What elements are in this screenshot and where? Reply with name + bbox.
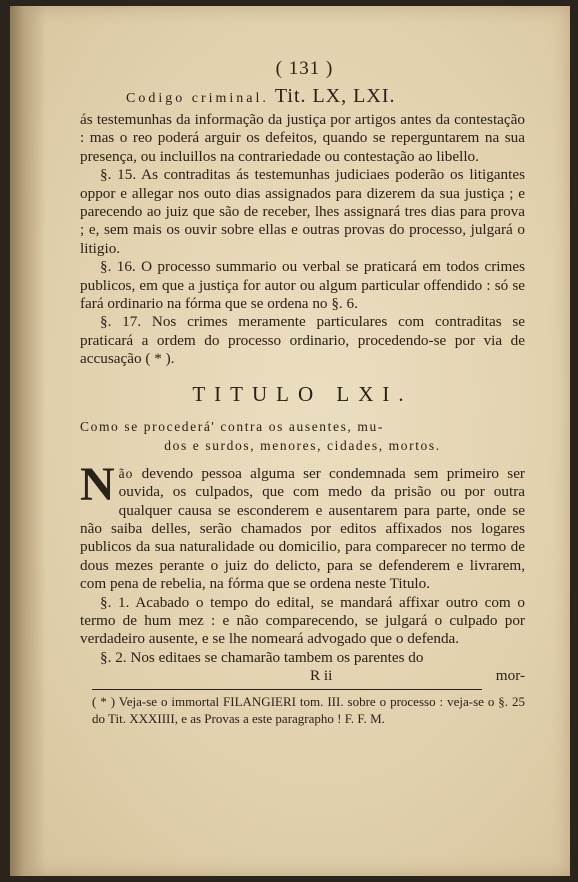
paragraph-section-15: §. 15. As contraditas ás testemunhas judiciaes poderão os litigantes oppor e allegar nos outo dias assignados para dizerem da sua justiça ; e parecendo ao juiz que são de receber, lhes assignará tres dias para prova ; e, sem mais os ouvir sobre ellas e outras provas do processo, julgará o litigio. [80,166,525,257]
chapter-subtitle-line-1: Como se procederá' contra os ausentes, mu- [80,418,384,434]
drop-cap-rest: ão [118,465,134,481]
catchword: mor- [495,667,525,685]
book-page [10,6,570,876]
footnote-rule [92,689,482,690]
paragraph-intro-text: devendo pessoa alguma ser condemnada sem primeiro ser ouvida, os culpados, que com medo da prisão ou por outra qualquer causa se esconderem e ausentarem para parte, onde se não saiba delles, serão chamados por editos affixados nos logares publicos da sua naturalidade ou domicilio, para comparecer no termo de dous mezes perante o juiz do delicto, para se defenderem e livrarem, com pena de rebelia, na fórma que se ordena neste Titulo. [80,464,525,593]
running-head-left: Codigo criminal. [126,91,269,106]
running-head [80,84,525,111]
drop-cap-letter: N [80,457,115,511]
paragraph-section-16: §. 16. O processo summario ou verbal se praticará em todos crimes publicos, em que a justiça for autor ou algum particular offendido : só se fará ordinario na fórma que se ordena no §. 6. [80,258,525,313]
chapter-subtitle [80,417,525,455]
signature-mark: R ii [310,667,333,685]
paragraph-continuation: ás testemunhas da informação da justiça por artigos antes da contestação : mas o reo poderá arguir os defeitos, quando se reperguntarem na sua presença, ou incluillos na contrariedade ou contestação ao libello. [80,111,525,165]
signature-line [80,667,525,685]
page-number: ( 131 ) [275,58,334,79]
footnote: ( * ) Veja-se o immortal FILANGIERI tom. III. sobre o processo : veja-se o §. 25 do Tit. XXXIIII, e as Provas a este paragrapho ! F. F. M. [92,693,525,726]
chapter-title: TITULO LXI. [192,381,413,406]
paragraph-section-1: §. 1. Acabado o tempo do edital, se mandará affixar outro com o termo de hum mez : e não comparecendo, se julgará o culpado por verdadeiro ausente, e se lhe nomeará advogado que o defenda. [80,593,525,648]
page-text [80,58,525,727]
running-head-right: Tit. LX, LXI. [274,85,396,107]
paragraph-section-17: §. 17. Nos crimes meramente particulares com contraditas se praticará a ordem do processo ordinario, procedendo-se por via de accusação ( * ). [80,313,525,368]
page-gutter-shadow [10,6,46,876]
paragraph-section-2: §. 2. Nos editaes se chamarão tambem os parentes do [100,648,424,666]
paragraph-intro [80,457,525,594]
chapter-subtitle-line-2: dos e surdos, menores, cidades, mortos. [164,437,441,453]
